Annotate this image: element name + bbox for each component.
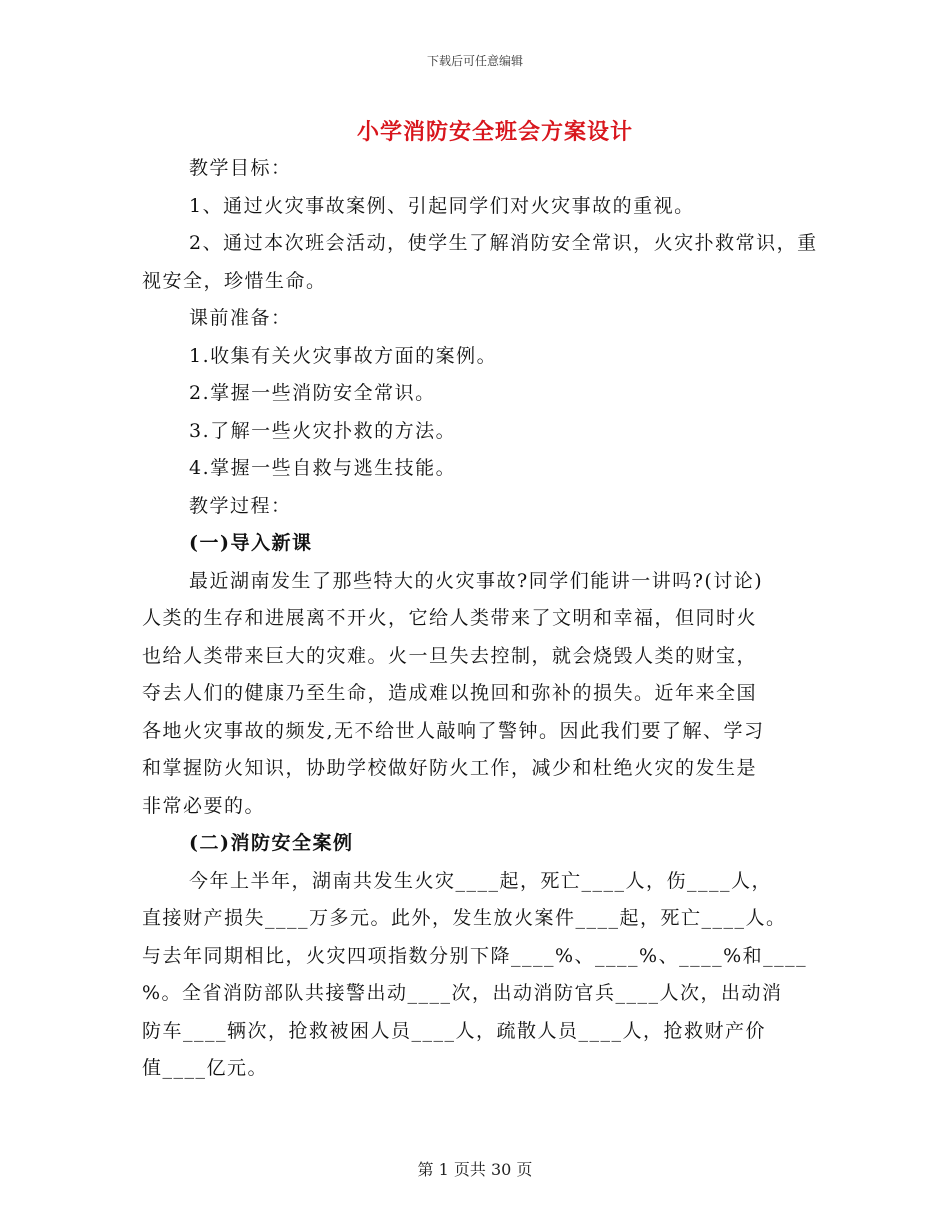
- body-paragraph: 最近湖南发生了那些特大的火灾事故?同学们能讲一讲吗?(讨论): [189, 569, 764, 592]
- document-title: 小学消防安全班会方案设计: [356, 119, 633, 145]
- body-paragraph: 和掌握防火知识，协助学校做好防火工作，减少和杜绝火灾的发生是: [142, 757, 758, 779]
- body-paragraph: 2.掌握一些消防安全常识。: [189, 382, 436, 404]
- body-paragraph: 直接财产损失____万多元。此外，发生放火案件____起，死亡____人。: [142, 907, 787, 929]
- body-paragraph: 课前准备：: [189, 307, 292, 329]
- body-paragraph: 1.收集有关火灾事故方面的案例。: [189, 344, 498, 367]
- page-number-footer: 第 1 页共 30 页: [417, 1160, 533, 1179]
- body-paragraph: 夺去人们的健康乃至生命，造成难以挽回和弥补的损失。近年来全国: [142, 682, 758, 704]
- header-note: 下载后可任意编辑: [426, 54, 523, 68]
- body-paragraph: 非常必要的。: [142, 794, 266, 817]
- body-paragraph: 与去年同期相比，火灾四项指数分别下降____%、____%、____%和____: [142, 944, 808, 967]
- body-paragraph: 人类的生存和进展离不开火，它给人类带来了文明和幸福，但同时火: [142, 607, 758, 629]
- body-paragraph: 教学过程：: [189, 494, 292, 517]
- body-paragraph: %。全省消防部队共接警出动____次，出动消防官兵____人次，出动消: [142, 982, 783, 1004]
- body-paragraph: 防车____辆次，抢救被困人员____人，疏散人员____人，抢救财产价: [142, 1019, 767, 1042]
- body-paragraph: 教学目标：: [189, 157, 292, 179]
- section-heading: (一)导入新课: [189, 532, 313, 554]
- body-paragraph: 2、通过本次班会活动，使学生了解消防安全常识，火灾扑救常识，重视安全，珍惜生命。: [142, 232, 818, 292]
- section-heading: (二)消防安全案例: [189, 832, 354, 854]
- body-paragraph: 4.掌握一些自救与逃生技能。: [189, 457, 457, 479]
- body-paragraph: 今年上半年，湖南共发生火灾____起，死亡____人，伤____人，: [189, 869, 773, 892]
- body-paragraph: 1、通过火灾事故案例、引起同学们对火灾事故的重视。: [189, 194, 695, 217]
- body-paragraph: 3.了解一些火灾扑救的方法。: [189, 419, 457, 442]
- body-paragraph: 也给人类带来巨大的灾难。火一旦失去控制，就会烧毁人类的财宝，: [142, 644, 758, 667]
- body-paragraph: 值____亿元。: [142, 1057, 269, 1079]
- document-body: [142, 150, 822, 1088]
- body-paragraph: 各地火灾事故的频发,无不给世人敲响了警钟。因此我们要了解、学习: [142, 719, 765, 742]
